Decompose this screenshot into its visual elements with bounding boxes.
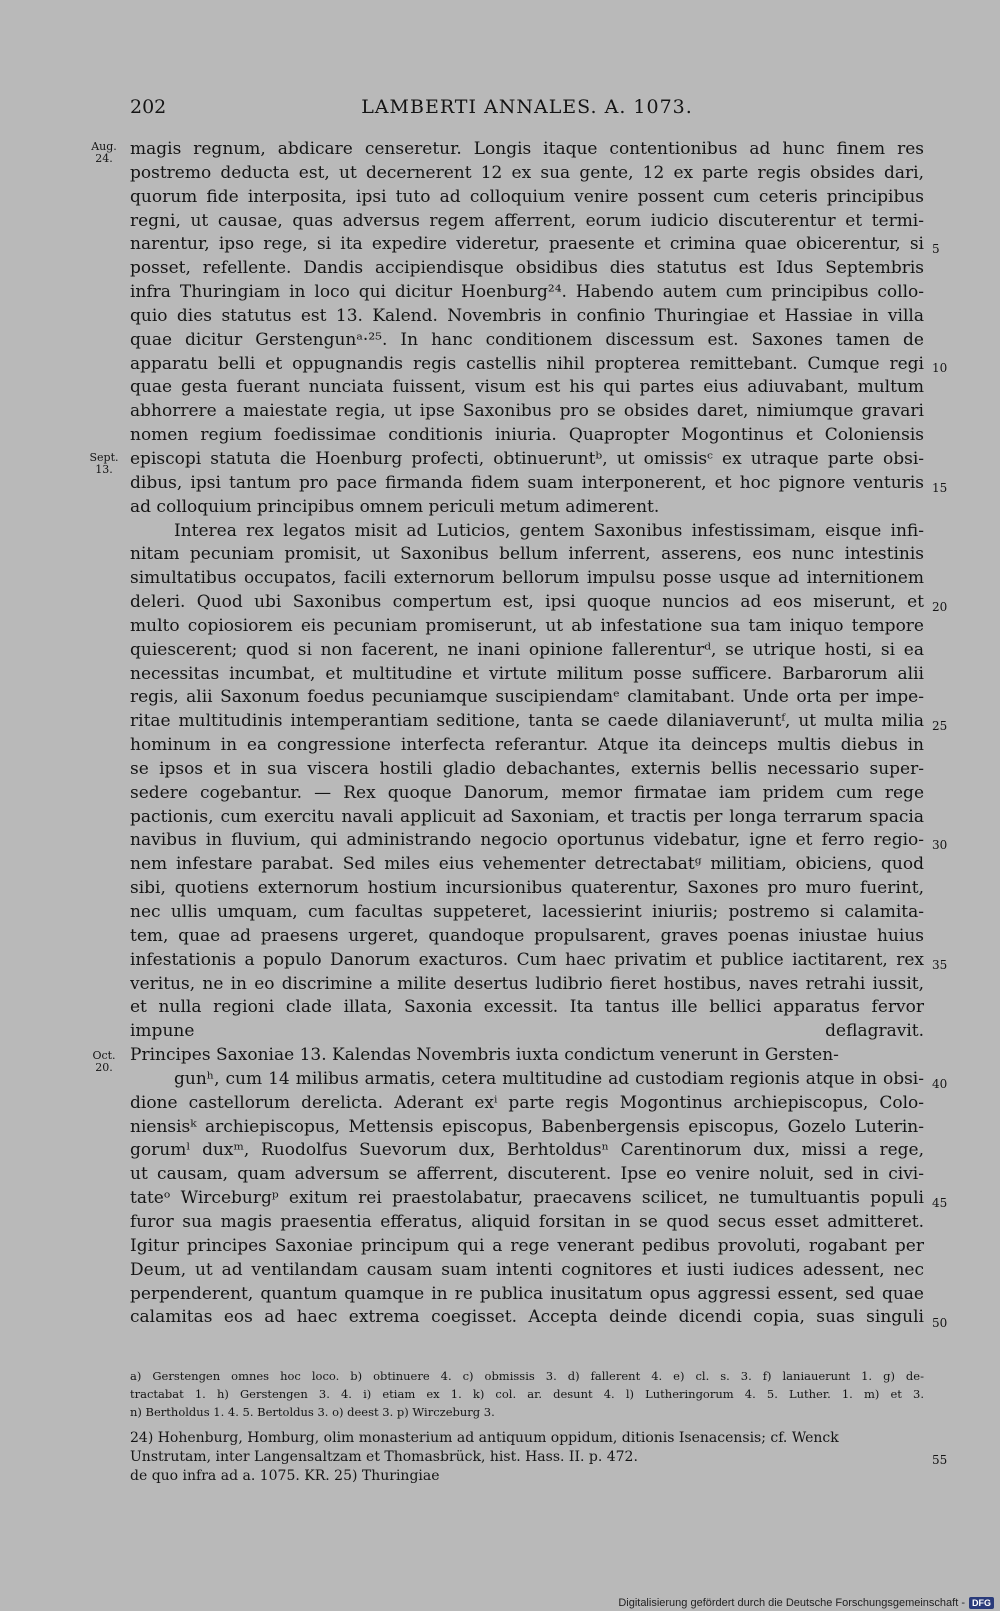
line-number: 15	[932, 481, 948, 495]
main-text	[130, 138, 924, 1354]
text-line: infra Thuringiam in loco qui dicitur Hoenburg²⁴. Habendo autem cum principibus collo-	[130, 282, 924, 303]
line-number: 40	[932, 1077, 948, 1091]
text-line: abhorrere a maiestate regia, ut ipse Saxonibus pro se obsides daret, nimiumque gravari	[130, 401, 924, 422]
text-line: infestationis a populo Danorum exacturos. Cum haec privatim et publice iactitarent, rex	[130, 949, 924, 970]
text-line: deleri. Quod ubi Saxonibus compertum est, ipsi quoque nuncios ad eos miserunt, et	[130, 592, 924, 613]
line-number: 20	[932, 600, 948, 614]
text-line: pactionis, cum exercitu navali applicuit ad Saxoniam, et tractis per longa terrarum spacia	[130, 806, 924, 827]
critical-apparatus	[130, 1367, 924, 1421]
text-line: magis regnum, abdicare censeretur. Longis itaque contentionibus ad hunc finem res	[130, 139, 924, 159]
text-line: et nulla regioni clade illata, Saxonia excessit. Ita tantus ille bellici apparatus fervor	[130, 997, 924, 1018]
text-line: veritus, ne in eo discrimine a milite desertus ludibrio fieret hostibus, naves retrahi iussit,	[130, 973, 924, 994]
page-header	[130, 96, 924, 124]
line-number: 35	[932, 958, 948, 972]
text-line: perpenderent, quantum quamque in re publica inusitatum opus aggressi essent, sed quae	[130, 1283, 924, 1304]
dfg-logo: DFG	[969, 1597, 994, 1609]
text-line	[130, 1330, 924, 1354]
text-line: niensisᵏ archiepiscopus, Mettensis episcopus, Babenbergensis episcopus, Gozelo Luterin-	[130, 1116, 924, 1137]
text-line: nem infestare parabat. Sed miles eius vehementer detrectabatᵍ militiam, obiciens, quod	[130, 854, 924, 875]
line-number: 30	[932, 838, 948, 852]
text-line: sedere cogebantur. — Rex quoque Danorum, memor firmatae iam pridem cum rege	[130, 782, 924, 803]
margin-date-sept: Sept. 13.	[89, 451, 119, 476]
text-line: impune deflagravit.	[130, 1021, 924, 1042]
text-line: quorum fide interposita, ipsi tuto ad colloquium venire possent cum ceteris principibus	[130, 186, 924, 207]
text-line: se ipsos et in sua viscera hostili gladio debachantes, externis bellis necessario super-	[130, 758, 924, 779]
footnote-line: Unstrutam, inter Langensaltzam et Thomasbrück, hist. Hass. II. p. 472.	[130, 1449, 638, 1465]
text-line: multo copiosiorem eis pecuniam promiserunt, ut ab infestatione sua tam iniquo tempore	[130, 615, 924, 636]
text-line: ad colloquium principibus omnem periculi metum adimerent.	[130, 496, 660, 517]
text-line: tateᵒ Wirceburgᵖ exitum rei praestolabatur, praecavens scilicet, ne tumultuantis populi	[130, 1188, 924, 1209]
line-number: 50	[932, 1316, 948, 1330]
text-line: nomen regium foedissimae conditionis iniuria. Quapropter Mogontinus et Coloniensis	[130, 425, 924, 446]
text-line: navibus in fluvium, qui administrando negocio oportunus videbatur, igne et ferro regio-	[130, 830, 924, 851]
text-line: nec ullis umquam, cum facultas suppeteret, lacessierint iniuriis; postremo si calamita-	[130, 902, 924, 922]
page-number: 202	[130, 96, 167, 118]
text-line: posset, refellente. Dandis accipiendisque obsidibus dies statutus est Idus Septembris	[130, 258, 924, 279]
text-line: nitam pecuniam promisit, ut Saxonibus bellum inferrent, asserens, eos nunc intestinis	[130, 544, 924, 565]
digitization-credit	[618, 1597, 994, 1609]
text-line: gunʰ, cum 14 milibus armatis, cetera multitudine ad custodiam regionis atque in obsi-	[174, 1068, 924, 1089]
margin-date-oct: Oct. 20.	[92, 1049, 116, 1074]
text-line: Deum, ut ad ventilandam causam suam intenti cognitores et iusti iudices adessent, nec	[130, 1259, 924, 1280]
text-line: dibus, ipsi tantum pro pace firmanda fidem suam interponerent, et hoc pignore venturis	[130, 472, 924, 493]
footnote-line: 24) Hohenburg, Homburg, olim monasterium ad antiquum oppidum, ditionis Isenacensis; cf. Wenck	[130, 1430, 839, 1446]
text-line: quae gesta fuerant nunciata fuissent, visum est his qui partes eius adiuvabant, multum	[130, 377, 924, 398]
text-line: quae dicitur Gerstengunᵃ·²⁵. In hanc conditionem discessum est. Saxones tamen de	[130, 329, 924, 350]
text-line: gorumˡ duxᵐ, Ruodolfus Suevorum dux, Berhtoldusⁿ Carentinorum dux, missi a rege,	[130, 1140, 924, 1161]
text-line: calamitas eos ad haec extrema coegisset. Accepta deinde dicendi copia, suas singuli	[130, 1307, 924, 1328]
running-title: LAMBERTI ANNALES. A. 1073.	[361, 96, 693, 118]
text-line: episcopi statuta die Hoenburg profecti, obtinueruntᵇ, ut omissisᶜ ex utraque parte obsi-	[130, 448, 924, 469]
text-line: furor sua magis praesentia efferatus, aliquid forsitan in se quod secus esset admitteret.	[130, 1211, 924, 1232]
apparatus-line: tractabat 1. h) Gerstengen 3. 4. i) etiam ex 1. k) col. ar. desunt 4. l) Lutheringorum 4. 5. Luther. 1. m) et 3.	[130, 1387, 924, 1401]
line-number: 10	[932, 361, 948, 375]
footnotes	[130, 1429, 924, 1486]
text-line: regis, alii Saxonum foedus pecuniamque suscipiendamᵉ clamitabant. Unde orta per impe-	[130, 687, 924, 708]
text-line: tem, quae ad praesens urgeret, quandoque propulsarent, graves poenas iniustae huius	[130, 925, 924, 946]
text-line: sibi, quotiens externorum hostium incursionibus quaterentur, Saxones pro muro fuerint,	[130, 878, 924, 899]
text-line: Interea rex legatos misit ad Luticios, gentem Saxonibus infestissimam, eisque infi-	[174, 520, 924, 541]
text-line: apparatu belli et oppugnandis regis castellis nihil propterea remittebant. Cumque regi	[130, 353, 924, 374]
text-line: hominum in ea congressione interfecta referantur. Atque ita deinceps multis diebus in	[130, 735, 924, 756]
text-line: ritae multitudinis intemperantiam seditione, tanta se caede dilaniaveruntᶠ, ut multa milia	[130, 711, 924, 732]
text-line: dione castellorum derelicta. Aderant exⁱ parte regis Mogontinus archiepiscopus, Colo-	[130, 1092, 924, 1113]
text-line: necessitas incumbat, et multitudine et virtute militum posse sufficere. Barbarorum alii	[130, 663, 924, 684]
text-line: quiescerent; quod si non facerent, ne inani opinione fallerenturᵈ, se utrique hosti, si ea	[130, 639, 924, 660]
text-line: simultatibus occupatos, facili externorum bellorum impulsu posse usque ad internitionem	[130, 568, 924, 589]
text-line: quio dies statutus est 13. Kalend. Novembris in confinio Thuringiae et Hassiae in villa	[130, 305, 924, 326]
line-number: 5	[932, 242, 940, 256]
apparatus-line: a) Gerstengen omnes hoc loco. b) obtinuere 4. c) obmissis 3. d) fallerent 4. e) cl. s. 3. f) laniauerunt 1. g) de-	[130, 1369, 924, 1383]
footnote-line: de quo infra ad a. 1075. KR. 25) Thuringiae	[130, 1468, 440, 1484]
line-number: 55	[932, 1453, 948, 1467]
text-line: ut causam, quam adversum se afferrent, discuterent. Ipse eo venire noluit, sed in civi-	[130, 1164, 924, 1185]
apparatus-line: n) Bertholdus 1. 4. 5. Bertoldus 3. o) deest 3. p) Wirczeburg 3.	[130, 1405, 495, 1419]
text-line: Principes Saxoniae 13. Kalendas Novembris iuxta condictum venerunt in Gersten-	[130, 1045, 839, 1066]
line-number: 25	[932, 719, 948, 733]
text-line: regni, ut causae, quas adversus regem afferrent, eorum iudicio discuterentur et termi-	[130, 210, 924, 231]
line-number: 45	[932, 1196, 948, 1210]
text-line: Igitur principes Saxoniae principum qui a rege venerant pedibus provoluti, rogabant per	[130, 1235, 924, 1256]
margin-date-aug: Aug. 24.	[91, 140, 117, 165]
text-line: postremo deducta est, ut decernerent 12 ex sua gente, 12 ex parte regis obsides dari,	[130, 162, 924, 183]
credit-text: Digitalisierung gefördert durch die Deutsche Forschungsgemeinschaft -	[618, 1597, 965, 1609]
text-line: narentur, ipso rege, si ita expedire videretur, praesente et crimina quae obicerentur, si	[130, 234, 924, 255]
